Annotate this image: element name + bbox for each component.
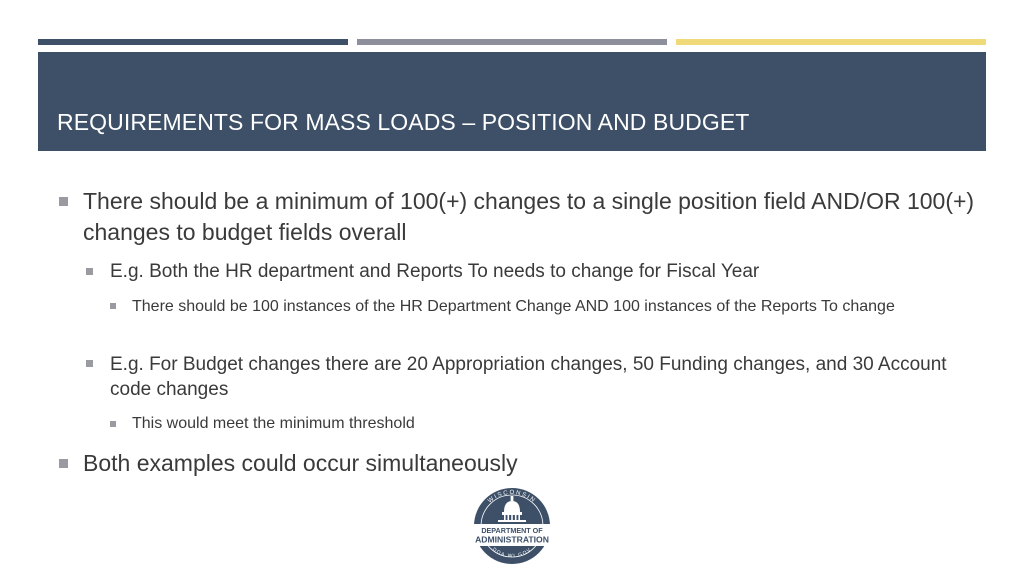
bullet-square-icon — [86, 360, 93, 367]
bullet-square-icon — [59, 459, 68, 468]
bullet-square-icon — [59, 197, 68, 206]
bullet-item: This would meet the minimum threshold — [132, 415, 415, 432]
logo-line-2: ADMINISTRATION — [475, 534, 549, 545]
logo-arc-top: WISCONSIN — [487, 489, 537, 505]
page-title: REQUIREMENTS FOR MASS LOADS – POSITION AND BUDGET — [57, 109, 750, 135]
bullet-square-icon — [86, 268, 93, 275]
logo-arc-bottom: DOA.WI.GOV — [491, 546, 533, 560]
bullet-item: There should be 100 instances of the HR Department Change AND 100 instances of the Reports To change — [132, 298, 895, 315]
bullet-item: E.g. For Budget changes there are 20 Appropriation changes, 50 Funding changes, and 30 Account code changes — [110, 354, 947, 400]
bullet-item: Both examples could occur simultaneously — [83, 450, 518, 476]
bullet-item: E.g. Both the HR department and Reports To needs to change for Fiscal Year — [110, 261, 760, 282]
department-of-administration-logo — [468, 486, 556, 566]
bullet-item: There should be a minimum of 100(+) changes to a single position field AND/OR 100(+) changes to budget fields overall — [83, 188, 975, 245]
bullet-square-icon — [110, 303, 116, 309]
bullet-square-icon — [110, 421, 116, 427]
logo-line-1: DEPARTMENT OF — [481, 526, 543, 535]
